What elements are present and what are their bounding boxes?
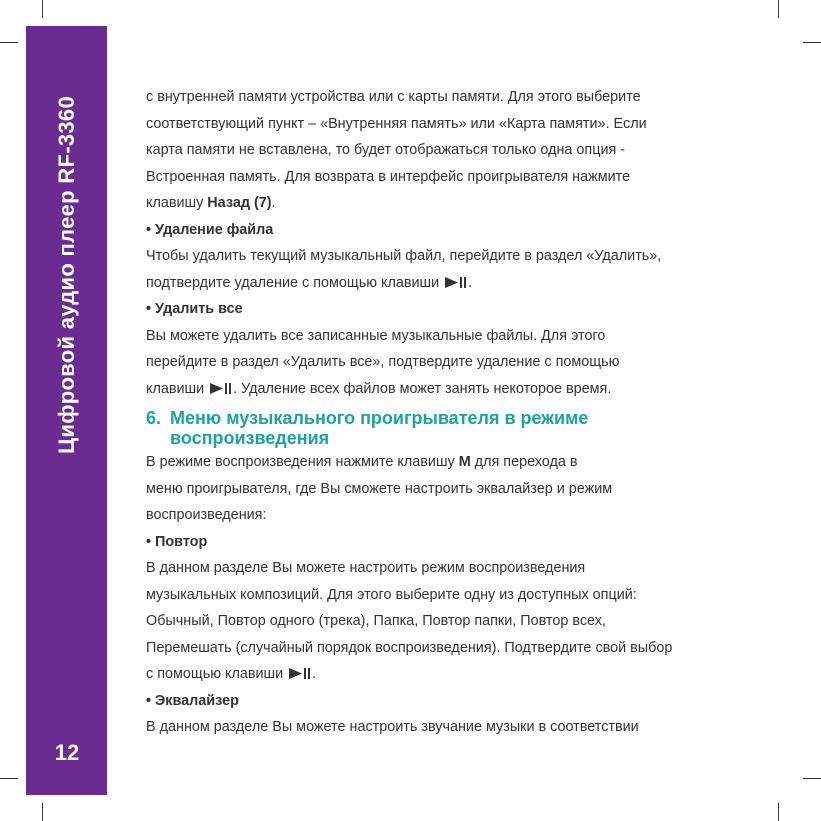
- paragraph-line: перейдите в раздел «Удалить все», подтвердите удаление с помощью: [146, 354, 620, 370]
- text-run: клавишу: [146, 195, 208, 211]
- paragraph-line: меню проигрывателя, где Вы сможете настроить эквалайзер и режим: [146, 480, 613, 497]
- paragraph-line: музыкальных композиций. Для этого выберите одну из доступных опций:: [146, 586, 637, 603]
- text-run: для перехода в: [470, 454, 578, 470]
- text-run: .: [312, 666, 317, 682]
- section-heading-line: [146, 408, 746, 428]
- sidebar-title: Цифровой аудио плеер RF-3360: [54, 96, 79, 454]
- page-content: [146, 84, 746, 741]
- crop-mark: [0, 778, 18, 779]
- section-title: воспроизведения: [170, 428, 330, 448]
- subsection-heading: • Удаление файла: [146, 221, 274, 238]
- paragraph-line: [146, 376, 746, 403]
- text-run: .: [271, 195, 276, 211]
- paragraph-line: карта памяти не вставлена, то будет отображаться только одна опция -: [146, 142, 626, 158]
- crop-mark: [42, 803, 43, 821]
- paragraph-line: В данном разделе Вы можете настроить режим воспроизведения: [146, 560, 586, 576]
- section-heading: [146, 408, 746, 448]
- text-run: клавиши: [146, 380, 209, 397]
- paragraph-line: Обычный, Повтор одного (трека), Папка, Повтор папки, Повтор всех,: [146, 613, 606, 629]
- text-run: с помощью клавиши: [146, 666, 288, 682]
- crop-mark: [0, 42, 18, 43]
- crop-mark: [803, 778, 821, 779]
- crop-mark: [42, 0, 43, 18]
- paragraph-line: [146, 449, 746, 476]
- paragraph-line: с внутренней памяти устройства или с карты памяти. Для этого выберите: [146, 89, 641, 105]
- crop-mark: [778, 803, 779, 821]
- text-run: подтвердите удаление с помощью клавиши: [146, 274, 444, 291]
- subsection-heading: • Повтор: [146, 533, 208, 550]
- paragraph-line: В данном разделе Вы можете настроить звучание музыки в соответствии: [146, 719, 639, 735]
- play-pause-icon: [289, 667, 311, 680]
- paragraph-line: [146, 190, 746, 217]
- subsection-heading: • Эквалайзер: [146, 692, 239, 709]
- paragraph-line: Встроенная память. Для возврата в интерфейс проигрывателя нажмите: [146, 168, 631, 185]
- crop-mark: [803, 42, 821, 43]
- key-name: M: [458, 454, 471, 470]
- paragraph-line: соответствующий пункт – «Внутренняя память» или «Карта памяти». Если: [146, 115, 647, 132]
- paragraph-line: Перемешать (случайный порядок воспроизведения). Подтвердите свой выбор: [146, 639, 673, 656]
- paragraph-line: воспроизведения:: [146, 507, 267, 523]
- play-pause-icon: [445, 276, 467, 289]
- paragraph-line: [146, 661, 746, 688]
- text-run: .: [468, 274, 473, 291]
- play-pause-icon: [210, 382, 232, 395]
- section-title: Меню музыкального проигрывателя в режиме: [170, 408, 589, 428]
- key-name: Назад (7): [207, 195, 272, 211]
- section-number: 6.: [146, 408, 162, 428]
- page-number: 12: [54, 740, 80, 765]
- text-run: . Удаление всех файлов может занять некоторое время.: [233, 380, 612, 397]
- text-run: В режиме воспроизведения нажмите клавишу: [146, 454, 459, 470]
- subsection-heading: • Удалить все: [146, 301, 243, 317]
- paragraph-line: Вы можете удалить все записанные музыкальные файлы. Для этого: [146, 327, 606, 344]
- crop-mark: [778, 0, 779, 18]
- paragraph-line: [146, 270, 746, 297]
- paragraph-line: Чтобы удалить текущий музыкальный файл, перейдите в раздел «Удалить»,: [146, 248, 662, 264]
